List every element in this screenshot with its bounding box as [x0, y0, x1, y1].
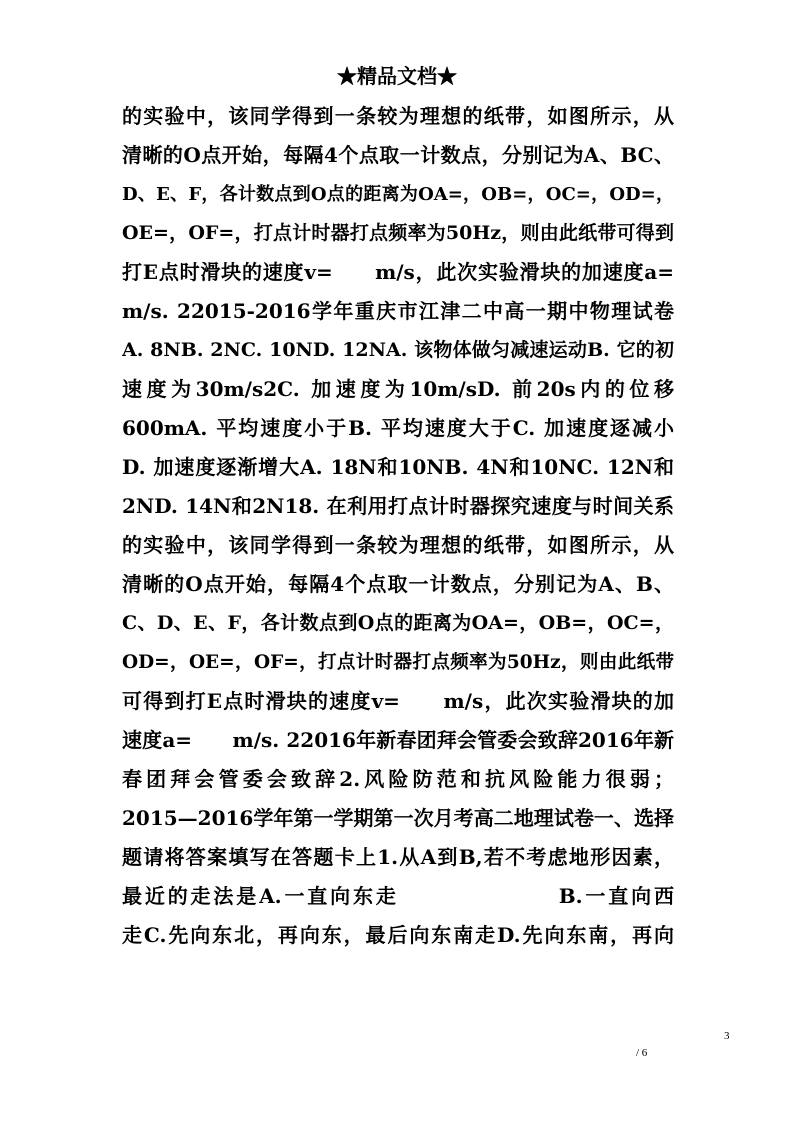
text-line: 速度为30m/s2C. 加速度为10m/sD. 前20s内的位移 [122, 377, 674, 401]
text-line: 清晰的O点开始，每隔4个点取一计数点，分别记为A、B、 [122, 572, 674, 596]
text-line: OD=，OE=，OF=，打点计时器打点频率为50Hz，则由此纸带 [122, 652, 674, 673]
text-line: 速度a= m/s. 22016年新春团拜会管委会致辞2016年新 [122, 728, 674, 752]
document-body [122, 97, 674, 955]
text-line: 走C.先向东北，再向东，最后向东南走D.先向东南，再向 [122, 923, 674, 947]
text-line: 打E点时滑块的速度v= m/s，此次实验滑块的加速度a= [122, 260, 674, 284]
text-line: 可得到打E点时滑块的速度v= m/s，此次实验滑块的加 [122, 689, 674, 713]
page-number: 3 [724, 1030, 730, 1042]
text-line: D、E、F，各计数点到O点的距离为OA=，OB=，OC=，OD=， [122, 184, 674, 205]
text-line: D. 加速度逐渐增大A. 18N和10NB. 4N和10NC. 12N和 [122, 455, 674, 479]
text-line: C、D、E、F，各计数点到O点的距离为OA=，OB=，OC=， [122, 612, 674, 634]
text-line: 2015—2016学年第一学期第一次月考高二地理试卷一、选择 [122, 806, 674, 830]
text-line: 2ND. 14N和2N18. 在利用打点计时器探究速度与时间关系 [122, 494, 674, 518]
page-total: / 6 [636, 1047, 648, 1059]
text-line: 最近的走法是A.一直向东走 B.一直向西 [122, 884, 674, 908]
text-line: 600mA. 平均速度小于B. 平均速度大于C. 加速度逐减小 [122, 416, 674, 440]
text-line: 的实验中，该同学得到一条较为理想的纸带，如图所示，从 [122, 104, 674, 128]
text-line: 的实验中，该同学得到一条较为理想的纸带，如图所示，从 [122, 533, 674, 557]
text-line: A. 8NB. 2NC. 10ND. 12NA. 该物体做匀减速运动B. 它的初 [122, 339, 674, 361]
text-line: m/s. 22015-2016学年重庆市江津二中高一期中物理试卷 [122, 299, 674, 323]
text-line: 春团拜会管委会致辞2.风险防范和抗风险能力很弱； [122, 767, 674, 791]
text-line: OE=，OF=，打点计时器打点频率为50Hz，则由此纸带可得到 [122, 222, 674, 244]
text-line: 题请将答案填写在答题卡上1.从A到B,若不考虑地形因素， [122, 845, 674, 869]
text-line: 清晰的O点开始，每隔4个点取一计数点，分别记为A、BC、 [122, 143, 674, 167]
document-header: ★精品文档★ [337, 64, 457, 88]
